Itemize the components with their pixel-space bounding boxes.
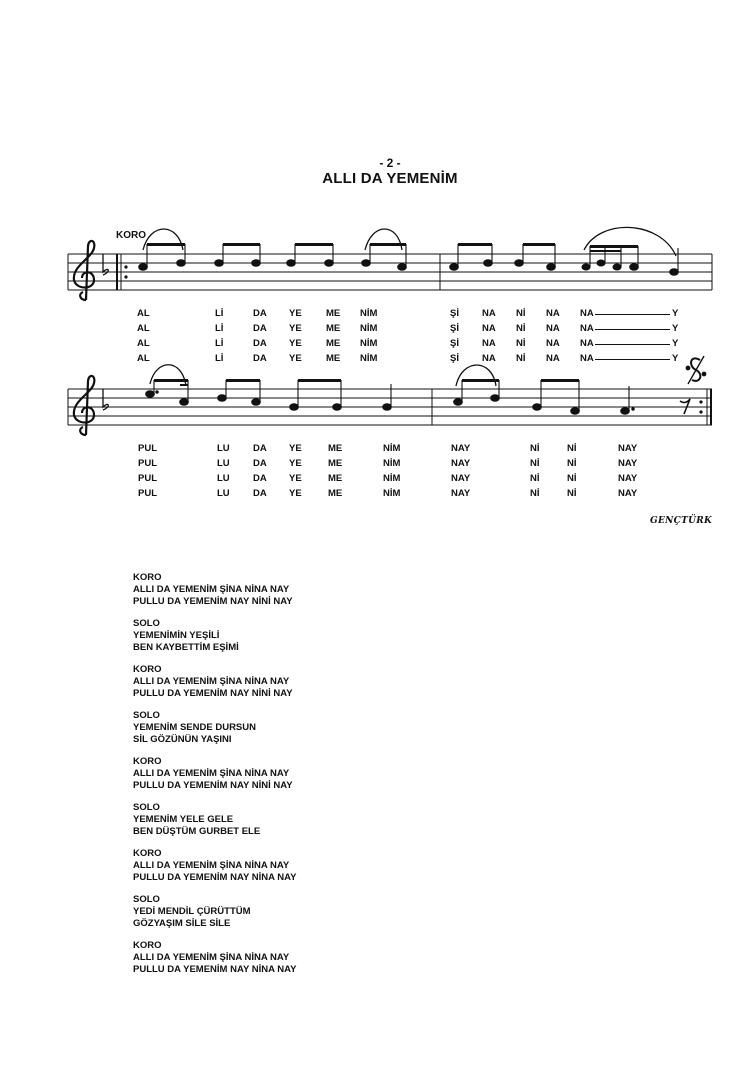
lyric-syllable: NİM <box>360 353 378 364</box>
lyric-syllable: YE <box>289 308 302 319</box>
lyric-syllable: ME <box>326 308 341 319</box>
lyric-syllable: NİM <box>360 338 378 349</box>
lyric-syllable: NAY <box>618 443 638 454</box>
lyric-syllable: PUL <box>138 458 157 469</box>
verse-line: PULLU DA YEMENİM NAY NİNA NAY <box>133 872 297 883</box>
verse-label: SOLO <box>133 710 160 721</box>
verse-label: KORO <box>133 756 162 767</box>
song-title: ALLI DA YEMENİM <box>322 170 458 187</box>
treble-clef-icon <box>74 376 94 435</box>
verse-line: YEMENİM YELE GELE <box>133 814 234 825</box>
staff-2-notes <box>146 380 635 414</box>
lyric-syllable: Nİ <box>516 308 526 319</box>
lyric-syllable: ME <box>328 488 343 499</box>
lyric-syllable: NA <box>482 338 496 349</box>
lyric-row <box>0 458 750 470</box>
lyric-syllable: ME <box>328 473 343 484</box>
verse-label: SOLO <box>133 894 160 905</box>
verse-block <box>133 940 296 976</box>
lyric-syllable: Şİ <box>450 338 459 349</box>
lyric-syllable: NA <box>546 308 560 319</box>
verse-line: ALLI DA YEMENİM ŞİNA NİNA NAY <box>133 676 290 687</box>
lyric-syllable: YE <box>289 458 302 469</box>
staff-1-notes <box>139 244 679 275</box>
lyric-syllable: NİM <box>360 323 378 334</box>
lyric-syllable: Nİ <box>567 473 577 484</box>
lyric-syllable: AL <box>137 338 150 349</box>
melisma-extender <box>595 329 670 330</box>
verses <box>133 572 296 986</box>
verse-line: PULLU DA YEMENİM NAY NİNİ NAY <box>133 688 293 699</box>
lyric-syllable: PUL <box>138 473 157 484</box>
lyric-syllable: Nİ <box>530 458 540 469</box>
lyric-syllable: Nİ <box>516 323 526 334</box>
verse-label: KORO <box>133 848 162 859</box>
verse-block <box>133 894 296 930</box>
lyric-syllable: LU <box>217 473 230 484</box>
verse-label: KORO <box>133 572 162 583</box>
lyric-syllable: NAY <box>618 473 638 484</box>
lyric-syllable: PUL <box>138 443 157 454</box>
lyric-syllable: NA <box>482 353 496 364</box>
verse-line: YEMENİMİN YEŞİLİ <box>133 630 220 641</box>
verse-block <box>133 802 296 838</box>
lyric-syllable: DA <box>253 443 267 454</box>
lyric-syllable: NAY <box>451 458 471 469</box>
verse-line: BEN KAYBETTİM EŞİMİ <box>133 642 239 653</box>
lyric-syllable: Şİ <box>450 353 459 364</box>
lyric-syllable: Lİ <box>215 308 224 319</box>
lyric-syllable: NA <box>546 338 560 349</box>
lyric-syllable: YE <box>289 443 302 454</box>
lyric-syllable: Nİ <box>567 443 577 454</box>
lyric-syllable: Y <box>672 308 679 319</box>
lyric-syllable: Nİ <box>530 443 540 454</box>
verse-line: ALLI DA YEMENİM ŞİNA NİNA NAY <box>133 860 290 871</box>
lyric-syllable: YE <box>289 338 302 349</box>
lyric-syllable: ME <box>326 338 341 349</box>
music-score <box>0 0 750 440</box>
melisma-extender <box>595 359 670 360</box>
lyric-syllable: YE <box>289 353 302 364</box>
lyric-syllable: Nİ <box>567 488 577 499</box>
lyric-syllable: Y <box>672 338 679 349</box>
lyric-syllable: NAY <box>451 488 471 499</box>
lyric-syllable: NAY <box>618 458 638 469</box>
lyric-syllable: Şİ <box>450 308 459 319</box>
verse-line: GÖZYAŞIM SİLE SİLE <box>133 918 231 929</box>
melisma-extender <box>595 314 670 315</box>
verse-block <box>133 618 296 654</box>
lyric-syllable: Nİ <box>530 473 540 484</box>
lyric-syllable: Nİ <box>516 353 526 364</box>
lyric-syllable: DA <box>253 488 267 499</box>
verse-line: BEN DÜŞTÜM GURBET ELE <box>133 826 261 837</box>
verse-line: YEDİ MENDİL ÇÜRÜTTÜM <box>133 906 251 917</box>
verse-label: KORO <box>133 664 162 675</box>
lyric-row <box>0 323 750 335</box>
lyric-syllable: YE <box>289 473 302 484</box>
signature: GENÇTÜRK <box>650 516 713 526</box>
verse-label: SOLO <box>133 802 160 813</box>
lyric-syllable: DA <box>253 473 267 484</box>
lyric-syllable: YE <box>289 323 302 334</box>
lyric-syllable: DA <box>253 308 267 319</box>
lyric-syllable: AL <box>137 308 150 319</box>
treble-clef-icon <box>74 241 94 300</box>
verse-line: YEMENİM SENDE DURSUN <box>133 722 256 733</box>
verse-line: ALLI DA YEMENİM ŞİNA NİNA NAY <box>133 584 290 595</box>
verse-line: PULLU DA YEMENİM NAY NİNİ NAY <box>133 596 293 607</box>
lyric-syllable: DA <box>253 338 267 349</box>
lyric-syllable: LU <box>217 443 230 454</box>
lyric-row <box>0 353 750 365</box>
lyric-row <box>0 338 750 350</box>
verse-block <box>133 756 296 792</box>
lyric-syllable: NA <box>482 308 496 319</box>
lyric-syllable: Şİ <box>450 323 459 334</box>
lyric-row <box>0 488 750 500</box>
verse-block <box>133 848 296 884</box>
lyric-syllable: NİM <box>383 488 401 499</box>
lyric-syllable: ME <box>328 458 343 469</box>
lyric-row <box>0 308 750 320</box>
lyric-syllable: Lİ <box>215 323 224 334</box>
lyric-syllable: NA <box>482 323 496 334</box>
lyric-syllable: ME <box>326 353 341 364</box>
staff-1-beams <box>147 243 638 252</box>
lyric-syllable: DA <box>253 458 267 469</box>
lyric-syllable: NA <box>580 308 594 319</box>
lyric-syllable: Lİ <box>215 353 224 364</box>
lyric-syllable: NİM <box>360 308 378 319</box>
verse-label: KORO <box>133 940 162 951</box>
lyric-syllable: AL <box>137 353 150 364</box>
lyric-syllable: Nİ <box>567 458 577 469</box>
lyric-syllable: NİM <box>383 473 401 484</box>
verse-line: PULLU DA YEMENİM NAY NİNİ NAY <box>133 780 293 791</box>
verse-line: ALLI DA YEMENİM ŞİNA NİNA NAY <box>133 768 290 779</box>
lyric-syllable: NA <box>580 338 594 349</box>
verse-line: SİL GÖZÜNÜN YAŞINI <box>133 734 232 745</box>
verse-label: SOLO <box>133 618 160 629</box>
lyric-syllable: NAY <box>618 488 638 499</box>
lyric-row <box>0 443 750 455</box>
staff-2-beams <box>154 379 579 386</box>
lyric-syllable: Y <box>672 323 679 334</box>
lyric-syllable: Lİ <box>215 338 224 349</box>
lyric-syllable: Nİ <box>516 338 526 349</box>
melisma-extender <box>595 344 670 345</box>
page-number: - 2 - <box>379 156 401 170</box>
lyric-syllable: PUL <box>138 488 157 499</box>
lyric-syllable: LU <box>217 458 230 469</box>
lyric-syllable: YE <box>289 488 302 499</box>
verse-line: ALLI DA YEMENİM ŞİNA NİNA NAY <box>133 952 290 963</box>
verse-block <box>133 572 296 608</box>
lyric-syllable: ME <box>328 443 343 454</box>
staff-1 <box>68 254 712 290</box>
lyric-syllable: NA <box>580 353 594 364</box>
lyric-syllable: NA <box>580 323 594 334</box>
koro-label: KORO <box>116 230 146 241</box>
lyric-syllable: Y <box>672 353 679 364</box>
lyric-syllable: NA <box>546 323 560 334</box>
lyric-syllable: NİM <box>383 458 401 469</box>
lyric-syllable: NAY <box>451 473 471 484</box>
staff-2-slurs <box>150 365 496 386</box>
lyric-syllable: NA <box>546 353 560 364</box>
lyric-syllable: AL <box>137 323 150 334</box>
lyric-syllable: Nİ <box>530 488 540 499</box>
lyric-syllable: NAY <box>451 443 471 454</box>
verse-block <box>133 710 296 746</box>
lyric-syllable: LU <box>217 488 230 499</box>
lyric-row <box>0 473 750 485</box>
lyric-syllable: ME <box>326 323 341 334</box>
lyric-syllable: DA <box>253 353 267 364</box>
lyric-syllable: DA <box>253 323 267 334</box>
verse-line: PULLU DA YEMENİM NAY NİNA NAY <box>133 964 297 975</box>
lyric-syllable: NİM <box>383 443 401 454</box>
verse-block <box>133 664 296 700</box>
